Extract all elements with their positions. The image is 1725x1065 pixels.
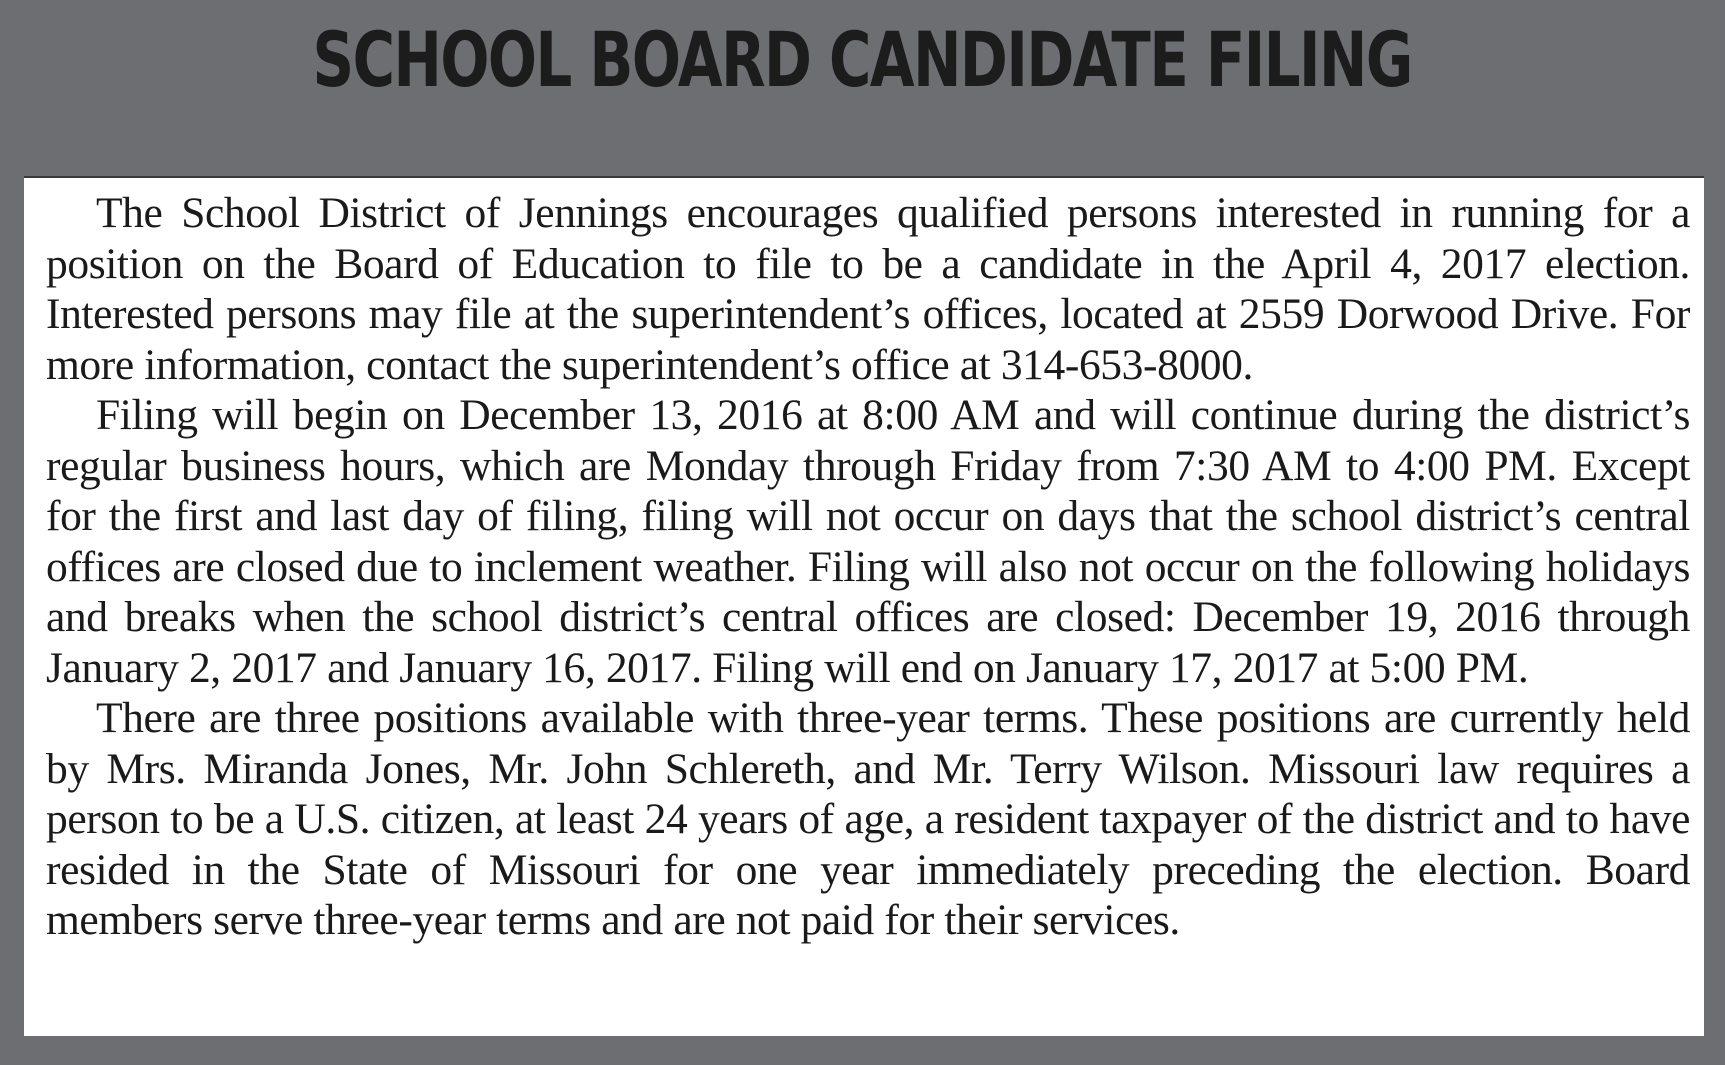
notice-title: SCHOOL BOARD CANDIDATE FILING bbox=[312, 15, 1413, 104]
paragraph-filing-invitation: The School District of Jennings encourages qualified persons interested in running for a position on the Board of Education to file to be a candidate in the April 4, 2017 election. Interested persons may file at the superintendent’s offices, located at 2559 Dorwood Drive. For more information, contact the superintendent’s office at 314-653-8000. bbox=[46, 189, 1690, 389]
notice-body bbox=[24, 176, 1704, 1036]
notice-header bbox=[0, 0, 1725, 170]
paragraph-positions-requirements: There are three positions available with three-year terms. These positions are currently held by Mrs. Miranda Jones, Mr. John Schlereth, and Mr. Terry Wilson. Missouri law requires a person to be a U.S. citizen, at least 24 years of age, a resident taxpayer of the district and to have resided in the State of Missouri for one year immediately preceding the election. Board members serve three-year terms and are not paid for their services. bbox=[46, 694, 1690, 944]
paragraph-filing-schedule: Filing will begin on December 13, 2016 at 8:00 AM and will continue during the district’s regular business hours, which are Monday through Friday from 7:30 AM to 4:00 PM. Except for the first and last day of filing, filing will not occur on days that the school district’s central offices are closed due to inclement weather. Filing will also not occur on the following holidays and breaks when the school district’s central offices are closed: December 19, 2016 through January 2, 2017 and January 16, 2017. Filing will end on January 17, 2017 at 5:00 PM. bbox=[46, 391, 1690, 692]
